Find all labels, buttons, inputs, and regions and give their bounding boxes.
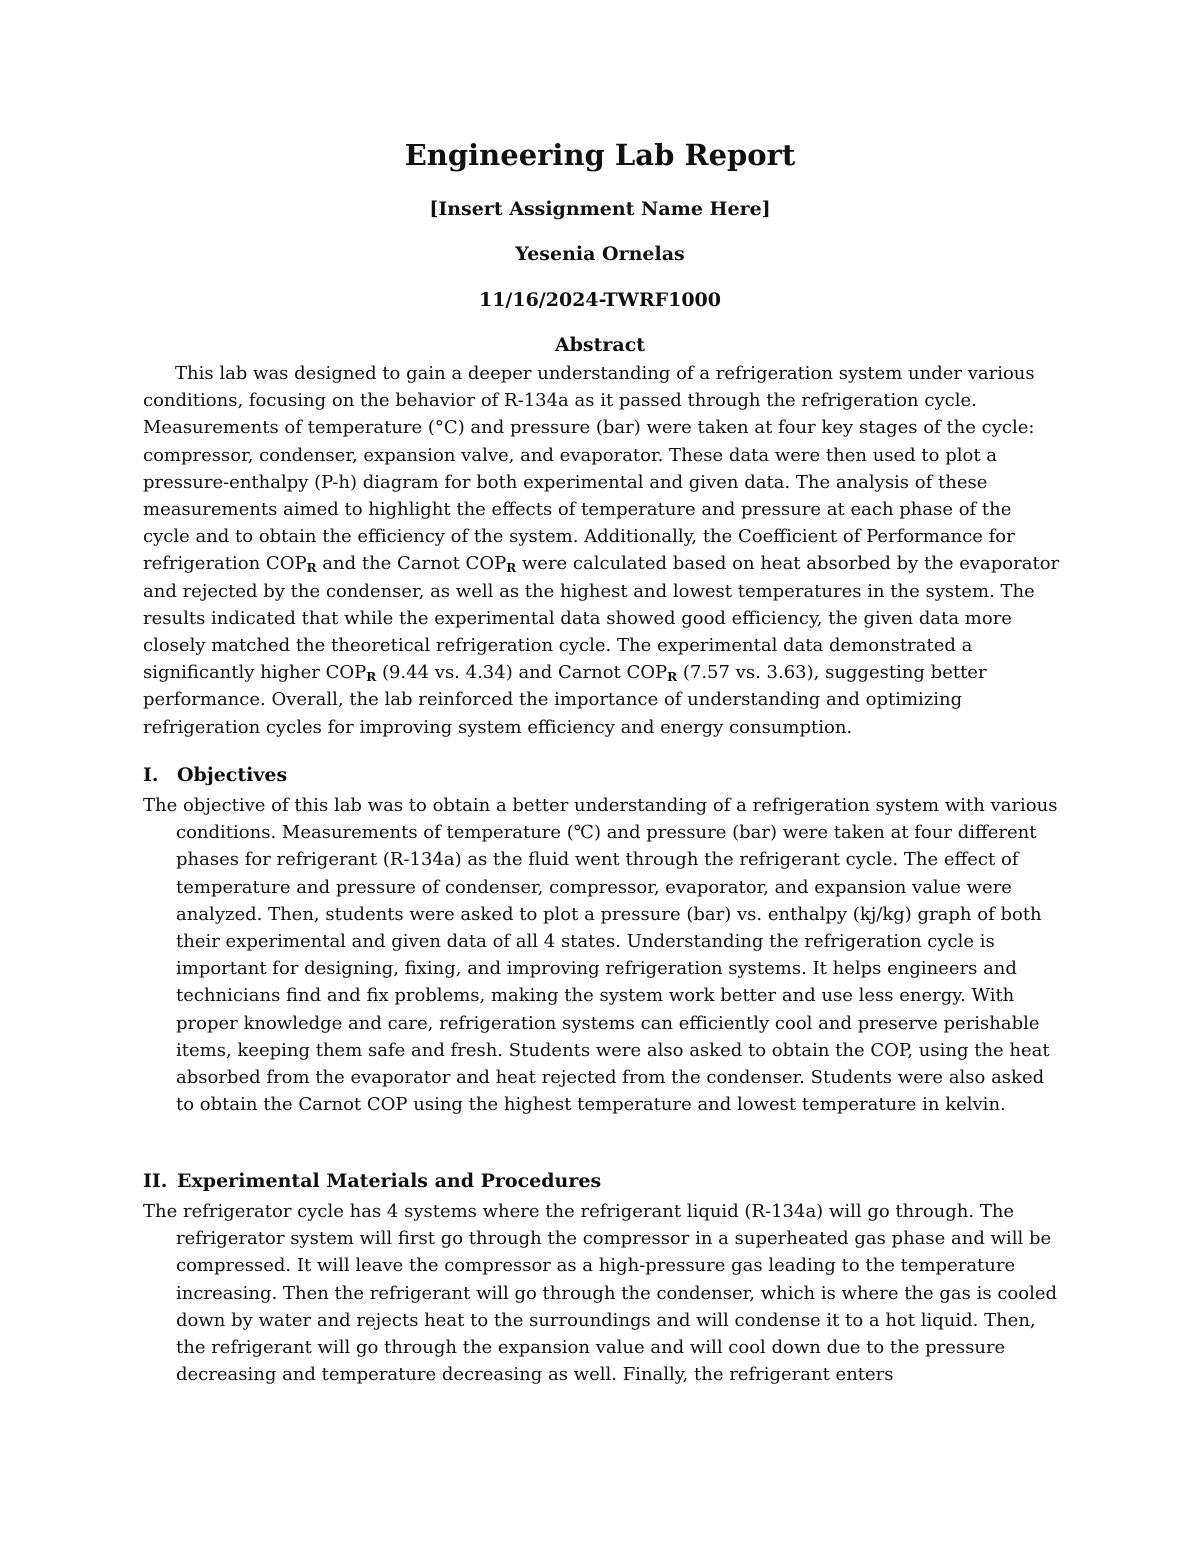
report-title: Engineering Lab Report bbox=[404, 138, 796, 172]
section-heading-objectives bbox=[143, 764, 287, 787]
section-title: Objectives bbox=[177, 764, 288, 786]
abstract-text-1: This lab was designed to gain a deeper understanding of a refrigeration system under various conditions, focusing on the behavior of R-134a as it passed through the refrigeration cycle. Measurements of temperature (°C) and pressure (bar) were taken at four key stages of the cycle: compressor, condenser, expansion valve, and evaporator. These data were then used to plot a pressure-enthalpy (P-h) diagram for both experimental and given data. The analysis of these measurements aimed to highlight the effects of temperature and pressure at each phase of the cycle and to obtain the efficiency of the system. Additionally, the Coefficient of Performance for refrigeration COP bbox=[143, 363, 1035, 575]
abstract-heading: Abstract bbox=[554, 334, 646, 356]
subscript-r: R bbox=[306, 561, 317, 576]
section-title: Experimental Materials and Procedures bbox=[177, 1170, 602, 1192]
date-course: 11/16/2024-TWRF1000 bbox=[478, 289, 722, 311]
assignment-name: [Insert Assignment Name Here] bbox=[429, 198, 771, 220]
abstract-text-3: were calculated based on heat absorbed by the evaporator and rejected by the condenser, as well as the highest and lowest temperatures in the system. The results indicated that while the experimental data showed good efficiency, the given data more closely matched the theoretical refrigeration cycle. The experimental data demonstrated a significantly higher COP bbox=[143, 553, 1060, 684]
abstract-text-4: (9.44 vs. 4.34) and Carnot COP bbox=[376, 662, 668, 684]
subscript-r: R bbox=[506, 561, 517, 576]
subscript-r: R bbox=[667, 670, 678, 685]
materials-paragraph: The refrigerator cycle has 4 systems where the refrigerant liquid (R-134a) will go through. The refrigerator system will first go through the compressor in a superheated gas phase and will be compressed. It will leave the compressor as a high-pressure gas leading to the temperature increasing. Then the refrigerant will go through the condenser, which is where the gas is cooled down by water and rejects heat to the surroundings and will condense it to a hot liquid. Then, the refrigerant will go through the expansion value and will cool down due to the pressure decreasing and temperature decreasing as well. Finally, the refrigerant enters bbox=[143, 1201, 1058, 1386]
section-heading-materials bbox=[143, 1170, 601, 1193]
section-number: II. bbox=[143, 1170, 168, 1192]
author-name: Yesenia Ornelas bbox=[515, 243, 685, 265]
section-number: I. bbox=[143, 764, 159, 786]
abstract-text-5: (7.57 vs. 3.63), suggesting better performance. Overall, the lab reinforced the importance of understanding and optimizing refrigeration cycles for improving system efficiency and energy consumption. bbox=[143, 662, 987, 738]
subscript-r: R bbox=[366, 670, 377, 685]
abstract-paragraph bbox=[143, 360, 1063, 741]
objectives-paragraph: The objective of this lab was to obtain a better understanding of a refrigeration system with various conditions. Measurements of temperature (℃) and pressure (bar) were taken at four different phases for refrigerant (R-134a) as the fluid went through the refrigerant cycle. The effect of temperature and pressure of condenser, compressor, evaporator, and expansion value were analyzed. Then, students were asked to plot a pressure (bar) vs. enthalpy (kj/kg) graph of both their experimental and given data of all 4 states. Understanding the refrigeration cycle is important for designing, fixing, and improving refrigeration systems. It helps engineers and technicians find and fix problems, making the system work better and use less energy. With proper knowledge and care, refrigeration systems can efficiently cool and preserve perishable items, keeping them safe and fresh. Students were also asked to obtain the COP, using the heat absorbed from the evaporator and heat rejected from the condenser. Students were also asked to obtain the Carnot COP using the highest temperature and lowest temperature in kelvin. bbox=[143, 795, 1058, 1116]
abstract-text-2: and the Carnot COP bbox=[316, 553, 507, 575]
